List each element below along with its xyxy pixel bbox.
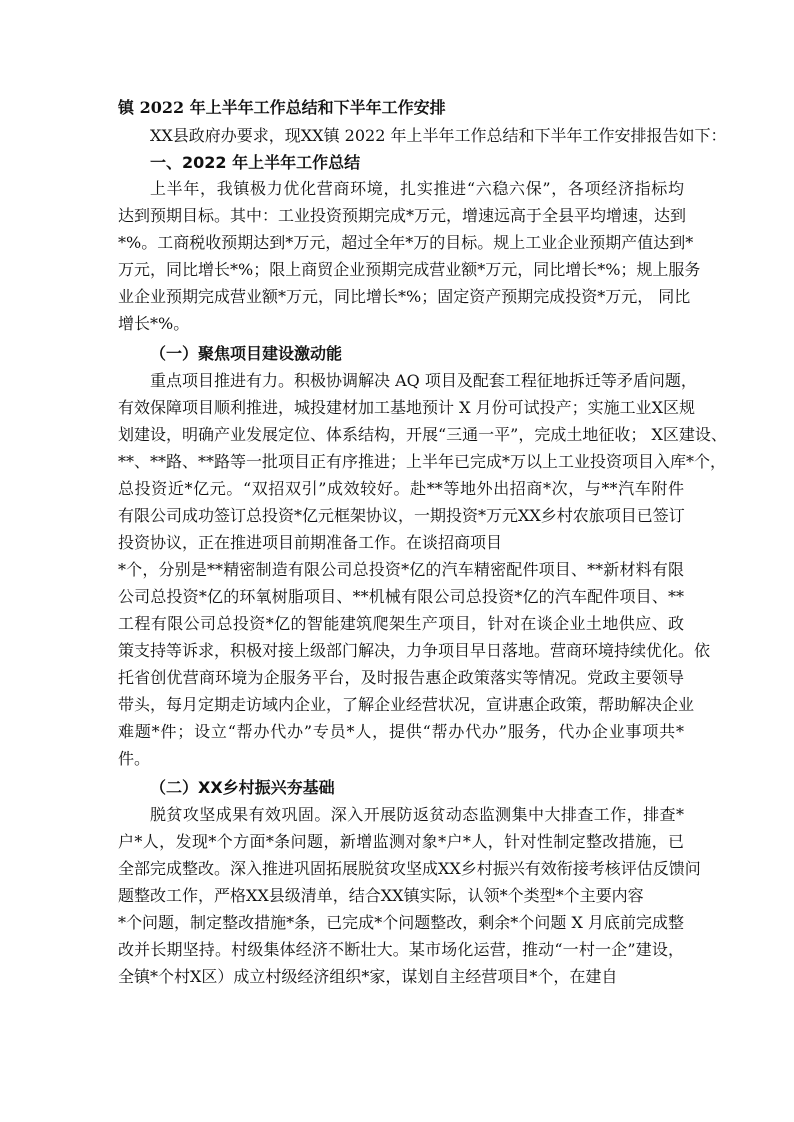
body-text-line: 改并长期坚持。村级集体经济不断壮大。某市场化运营，推动“一村一企”建设， <box>118 940 684 959</box>
body-text-line: XX县政府办要求，现XX镇 2022 年上半年工作总结和下半年工作安排报告如下： <box>150 126 727 145</box>
body-text-line: 脱贫攻坚成果有效巩固。深入开展防返贫动态监测集中大排查工作，排查* <box>150 805 684 824</box>
body-text-line: 万元，同比增长*%；限上商贸企业预期完成营业额*万元，同比增长*%；规上服务 <box>118 260 701 279</box>
body-text-line: 有效保障项目顺利推进，城投建材加工基地预计 X 月份可试投产；实施工业X区规 <box>118 398 695 417</box>
body-text-line: 增长*%。 <box>118 314 190 333</box>
body-text-line: 重点项目推进有力。积极协调解决 AQ 项目及配套工程征地拆迁等矛盾问题， <box>150 371 697 390</box>
body-text-line: *个，分别是**精密制造有限公司总投资*亿的汽车精密配件项目、**新材料有限 <box>118 560 684 579</box>
body-text-line: 难题*件；设立“帮办代办”专员*人，提供“帮办代办”服务，代办企业事项共* <box>118 722 684 741</box>
body-text-line: 上半年，我镇极力优化营商环境，扎实推进“六稳六保”，各项经济指标均 <box>150 179 684 198</box>
body-text-line: *个问题，制定整改措施*条，已完成*个问题整改，剩余*个问题 X 月底前完成整 <box>118 913 684 932</box>
body-text-line: 件。 <box>118 749 151 768</box>
body-text-line: 题整改工作，严格XX县级清单，结合XX镇实际，认领*个类型*个主要内容 <box>118 886 644 905</box>
body-text-line: 托省创优营商环境为企服务平台，及时报告惠企政策落实等情况。党政主要领导 <box>118 668 684 687</box>
body-text-line: 策支持等诉求，积极对接上级部门解决，力争项目早日落地。营商环境持续优化。依 <box>118 641 711 660</box>
subsection-heading: （二）XX乡村振兴夯基础 <box>150 778 335 797</box>
body-text-line: **、**路、**路等一批项目正有序推进；上半年已完成*万以上工业投资项目入库*个， <box>118 452 727 471</box>
body-text-line: 业企业预期完成营业额*万元，同比增长*%；固定资产预期完成投资*万元， 同比 <box>118 287 691 306</box>
body-text-line: 带头，每月定期走访域内企业，了解企业经营状况，宣讲惠企政策，帮助解决企业 <box>118 695 695 714</box>
subsection-heading: （一）聚焦项目建设激动能 <box>150 344 343 363</box>
body-text-line: 总投资近*亿元。“双招双引”成效较好。赴**等地外出招商*次，与**汽车附件 <box>118 479 684 498</box>
body-text-line: 公司总投资*亿的环氧树脂项目、**机械有限公司总投资*亿的汽车配件项目、** <box>118 587 684 606</box>
body-text-line: 工程有限公司总投资*亿的智能建筑爬架生产项目，针对在谈企业土地供应、政 <box>118 614 684 633</box>
body-text-line: 投资协议，正在推进项目前期准备工作。在谈招商项目 <box>118 533 503 552</box>
body-text-line: 划建设，明确产业发展定位、体系结构，开展“三通一平”，完成土地征收； X区建设、 <box>118 425 727 444</box>
body-text-line: 达到预期目标。其中：工业投资预期完成*万元，增速远高于全县平均增速，达到 <box>118 206 687 225</box>
section-heading: 一、2022 年上半年工作总结 <box>150 153 361 172</box>
body-text-line: 有限公司成功签订总投资*亿元框架协议，一期投资*万元XX乡村农旅项目已签订 <box>118 506 685 525</box>
body-text-line: 全部完成整改。深入推进巩固拓展脱贫攻坚成XX乡村振兴有效衔接考核评估反馈问 <box>118 859 701 878</box>
body-text-line: 户*人，发现*个方面*条问题，新增监测对象*户*人，针对性制定整改措施，已 <box>118 832 684 851</box>
body-text-line: 全镇*个村X区）成立村级经济组织*家，谋划自主经营项目*个，在建自 <box>118 967 618 986</box>
document-title: 镇 2022 年上半年工作总结和下半年工作安排 <box>118 98 446 117</box>
body-text-line: *%。工商税收预期达到*万元，超过全年*万的目标。规上工业企业预期产值达到* <box>118 233 694 252</box>
